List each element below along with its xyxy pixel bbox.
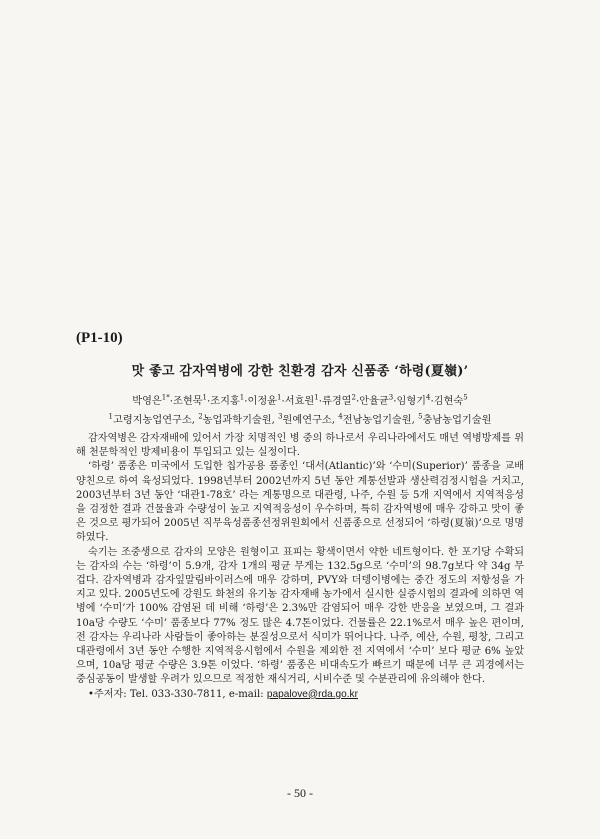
affiliation: $^4$전남농업기술원 (338, 412, 412, 426)
author: 임형기$^4$ (396, 394, 431, 408)
author: 이정윤$^1$ (247, 394, 282, 408)
paper-title: 맛 좋고 감자역병에 강한 친환경 감자 신품종 ‘하령(夏嶺)’ (131, 364, 469, 379)
affiliation-list: $^1$고령지농업연구소, $^2$농업과학기술원, $^3$원예연구소, $^4$전남농업기술원, $^5$충남농업기술원 (108, 412, 492, 426)
author: 박영은$^{1*}$ (132, 394, 170, 408)
contact-line (76, 688, 524, 702)
abstract-body (76, 432, 524, 702)
author-list: 박영은$^{1*}$·조현묵$^1$·조지홍$^1$·이정윤$^1$·서효원$^1$·류경열$^2$·안율균$^3$·임형기$^4$·김현숙$^5$ (132, 394, 468, 408)
contact-label: •주저자: Tel. 033-330-7811, e-mail: (88, 688, 267, 700)
author: 서효원$^1$ (284, 394, 319, 408)
affiliation: $^2$농업과학기술원 (198, 412, 272, 426)
paragraph: 감자역병은 감자재배에 있어서 가장 치명적인 병 중의 하나로서 우리나라에서도 매년 역병방제를 위해 천문학적인 방제비용이 투입되고 있는 실정이다. (76, 433, 524, 459)
author-block (60, 391, 540, 428)
author: 안율균$^3$ (359, 394, 394, 408)
author: 조현묵$^1$ (173, 394, 207, 408)
affiliation: $^5$충남농업기술원 (418, 412, 492, 426)
email-link[interactable]: papalove@rda.go.kr (266, 688, 358, 700)
affiliation: $^3$원예연구소 (278, 412, 332, 426)
paragraph: 숙기는 조중생으로 감자의 모양은 원형이고 표피는 황색이면서 약한 네트형이다. 한 포기당 수확되는 감자의 수는 ‘하령’이 5.9개, 감자 1개의 평균 무게는 132.5g으로 ‘수미’의 98.7g보다 약 34g 무겁다. 감자역병과 감자잎말림바이러스에 매우 강하며, PVY와 더뎅이병에는 중간 정도의 저항성을 가지고 있다. 2005년도에 강원도 화천의 유기농 감자재배 농가에서 실시한 실증시험의 결과에 의하면 역병에 ‘수미’가 100% 감염된 데 비해 ‘하령’은 2.3%만 감염되어 매우 강한 반응을 보였으며, 그 결과 10a당 수량도 ‘수미’ 품종보다 77% 정도 많은 4.7톤이었다. 건물률은 22.1%로서 매우 높은 편이며, 전 감자는 우리나라 사람들이 좋아하는 분질성으로서 식미가 뛰어나다. 나주, 예산, 수원, 평창, 그리고 대관령에서 3년 동안 수행한 지역적응시험에서 수원을 제외한 전 지역에서 ‘수미’ 보다 평균 6% 높았으며, 10a당 평균 수량은 3.9톤 이었다. ‘하령’ 품종은 비대속도가 빠르기 때문에 너무 큰 괴경에서는 중심공동이 발생할 우려가 있으므로 적정한 재식거리, 시비수준 및 수분관리에 유의해야 한다. (76, 546, 524, 686)
author: 김현숙$^5$ (433, 394, 468, 408)
paragraph: ‘하령’ 품종은 미국에서 도입한 칩가공용 품종인 ‘대서(Atlantic)’와 ‘수미(Superior)’ 품종을 교배양친으로 하여 육성되었다. 1998년부터 2002년까지 5년 동안 계통선발과 생산력검정시험을 거치고, 2003년부터 3년 동안 ‘대관1-78호’ 라는 계통명으로 대관령, 나주, 수원 등 5개 지역에서 지역적응성을 검정한 결과 건물율과 수량성이 높고 지역적응성이 우수하며, 특히 감자역병에 매우 강하고 맛이 좋은 것으로 평가되어 2005년 직무육성품종선정위원회에서 신품종으로 선정되어 ‘하령(夏嶺)’으로 명명하였다. (76, 461, 524, 544)
author: 조지홍$^1$ (210, 394, 245, 408)
author: 류경열$^2$ (322, 394, 356, 408)
affiliation: $^1$고령지농업연구소 (108, 412, 192, 426)
session-code: (P1-10) (76, 330, 123, 346)
page-number: - 50 - (287, 786, 313, 800)
